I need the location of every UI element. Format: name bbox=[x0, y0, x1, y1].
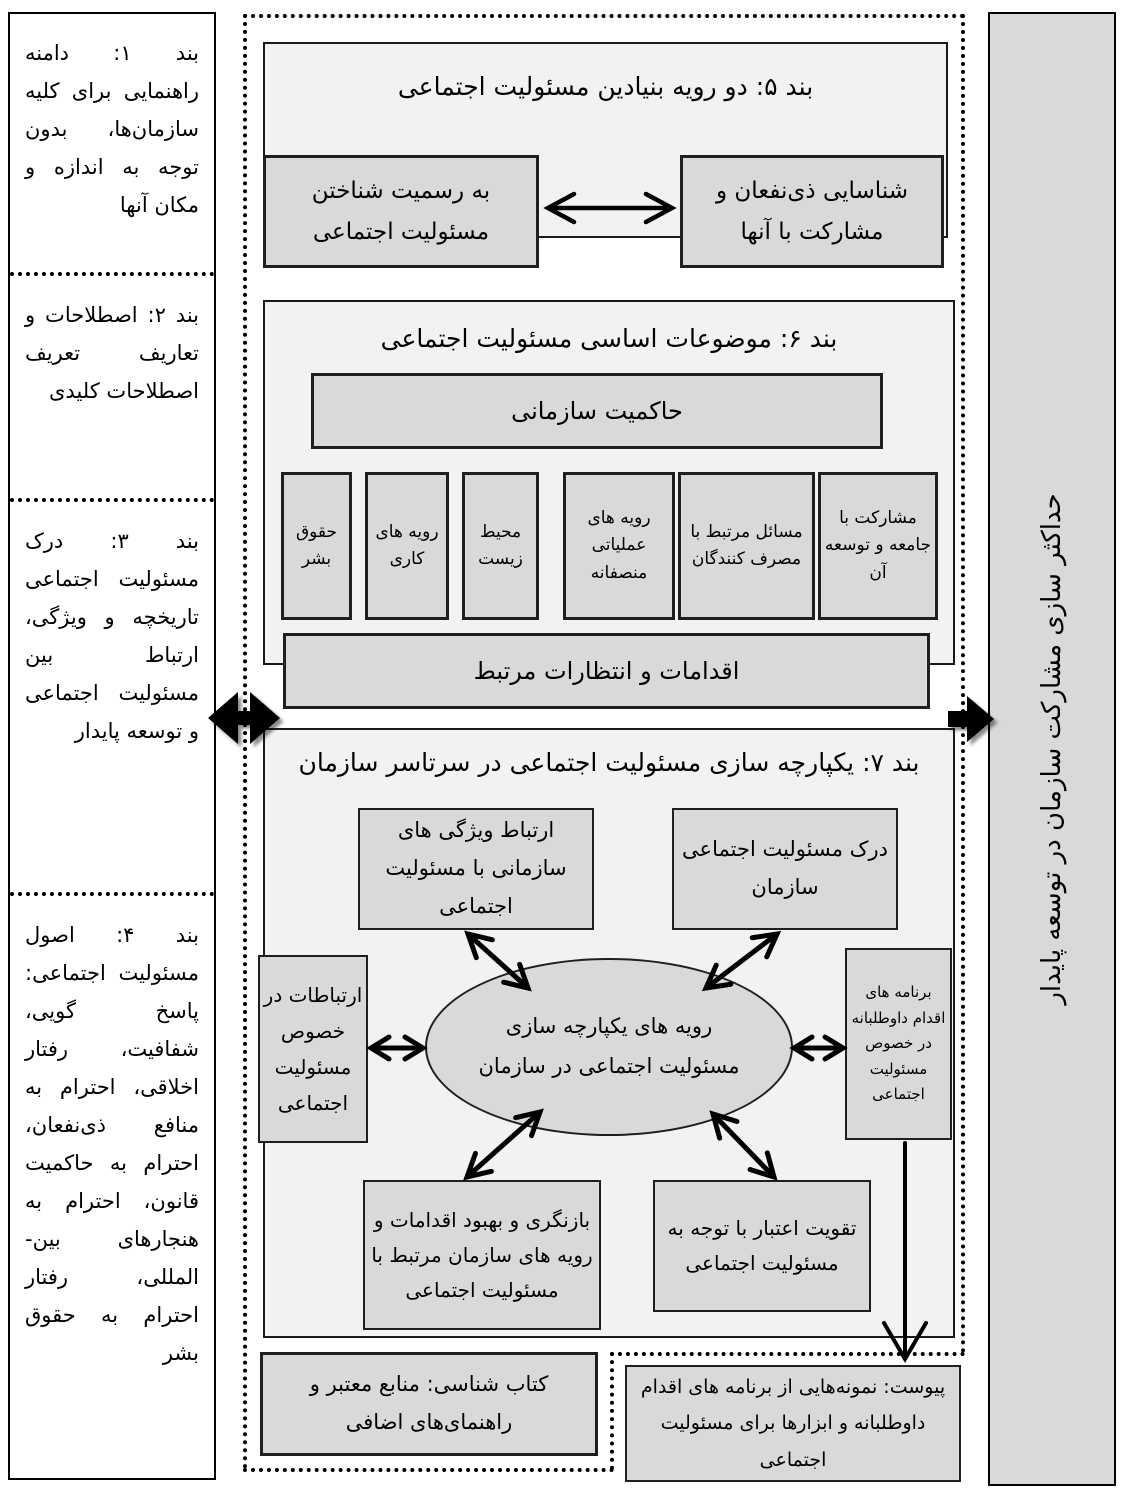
sidebar-clauses-1-4 bbox=[8, 12, 216, 1480]
dotted-border-step-horizontal bbox=[610, 1352, 965, 1356]
sidebar-section-clause4: بند ۴: اصول مسئولیت اجتماعی: پاسخ گویی، شفافیت، رفتار اخلاقی، احترام به منافع ذی‌نفعان، احترام به حاکمیت قانون، احترام به هنجارهای بین-المللی، رفتار احترام به حقوق بشر bbox=[25, 923, 199, 1365]
organization-characteristics-box: ارتباط ویژگی های سازمانی با مسئولیت اجتماعی bbox=[358, 808, 594, 930]
sidebar-section-clause1: بند ۱: دامنه راهنمایی برای کلیه سازمان‌ها، بدون توجه به اندازه و مکان آنها bbox=[10, 14, 214, 276]
understanding-sr-box: درک مسئولیت اجتماعی سازمان bbox=[672, 808, 898, 930]
dotted-border-right bbox=[961, 14, 965, 1354]
clause5-recognition-box: به رسمیت شناختن مسئولیت اجتماعی bbox=[263, 155, 539, 268]
voluntary-initiatives-box: برنامه های اقدام داوطلبانه در خصوص مسئولیت اجتماعی bbox=[845, 948, 952, 1140]
sustainable-development-label: حداکثر سازی مشارکت سازمان در توسعه پایدار bbox=[1037, 493, 1067, 1005]
community-involvement-box: مشارکت با جامعه و توسعه آن bbox=[818, 472, 938, 620]
dotted-border-step-vertical bbox=[610, 1352, 614, 1470]
clause6-title: بند ۶: موضوعات اساسی مسئولیت اجتماعی bbox=[380, 324, 838, 353]
dotted-border-left bbox=[243, 14, 247, 1470]
governance-bar: حاکمیت سازمانی bbox=[311, 373, 883, 449]
clause5-title: بند ۵: دو رویه بنیادین مسئولیت اجتماعی bbox=[397, 72, 814, 101]
dotted-border-top bbox=[243, 14, 965, 18]
sustainable-development-bar bbox=[988, 12, 1116, 1486]
review-improve-box: بازنگری و بهبود اقدامات و رویه های سازمان مرتبط با مسئولیت اجتماعی bbox=[363, 1180, 601, 1330]
consumer-issues-box: مسائل مرتبط با مصرف کنندگان bbox=[678, 472, 815, 620]
human-rights-box: حقوق بشر bbox=[281, 472, 352, 620]
sidebar-section-clause2: بند ۲: اصطلاحات و تعاریف تعریف اصطلاحات کلیدی bbox=[10, 276, 214, 502]
dotted-border-bottom bbox=[243, 1468, 614, 1472]
integration-practices-ellipse: رویه های یکپارچه سازی مسئولیت اجتماعی در سازمان bbox=[425, 958, 793, 1136]
labour-practices-box: رویه های کاری bbox=[365, 472, 449, 620]
bibliography-box: کتاب شناسی: منابع معتبر و راهنمای‌های اضافی bbox=[260, 1352, 598, 1456]
clause7-title: بند ۷: یکپارچه سازی مسئولیت اجتماعی در سرتاسر سازمان bbox=[298, 748, 920, 777]
sidebar-section-clause3: بند ۳: درک مسئولیت اجتماعی تاریخچه و ویژگی، ارتباط بین مسئولیت اجتماعی و توسعه پایدار bbox=[10, 502, 214, 896]
clause5-stakeholders-box: شناسایی ذی‌نفعان و مشارکت با آنها bbox=[680, 155, 944, 268]
credibility-box: تقویت اعتبار با توجه به مسئولیت اجتماعی bbox=[653, 1180, 871, 1312]
annex-box: پیوست: نمونه‌هایی از برنامه های اقدام داوطلبانه و ابزارها برای مسئولیت اجتماعی bbox=[625, 1365, 961, 1482]
fair-operating-practices-box: رویه های عملیاتی منصفانه bbox=[563, 472, 675, 620]
actions-expectations-bar: اقدامات و انتظارات مرتبط bbox=[283, 633, 930, 709]
environment-box: محیط زیست bbox=[462, 472, 539, 620]
communication-sr-box: ارتباطات در خصوص مسئولیت اجتماعی bbox=[258, 955, 368, 1143]
